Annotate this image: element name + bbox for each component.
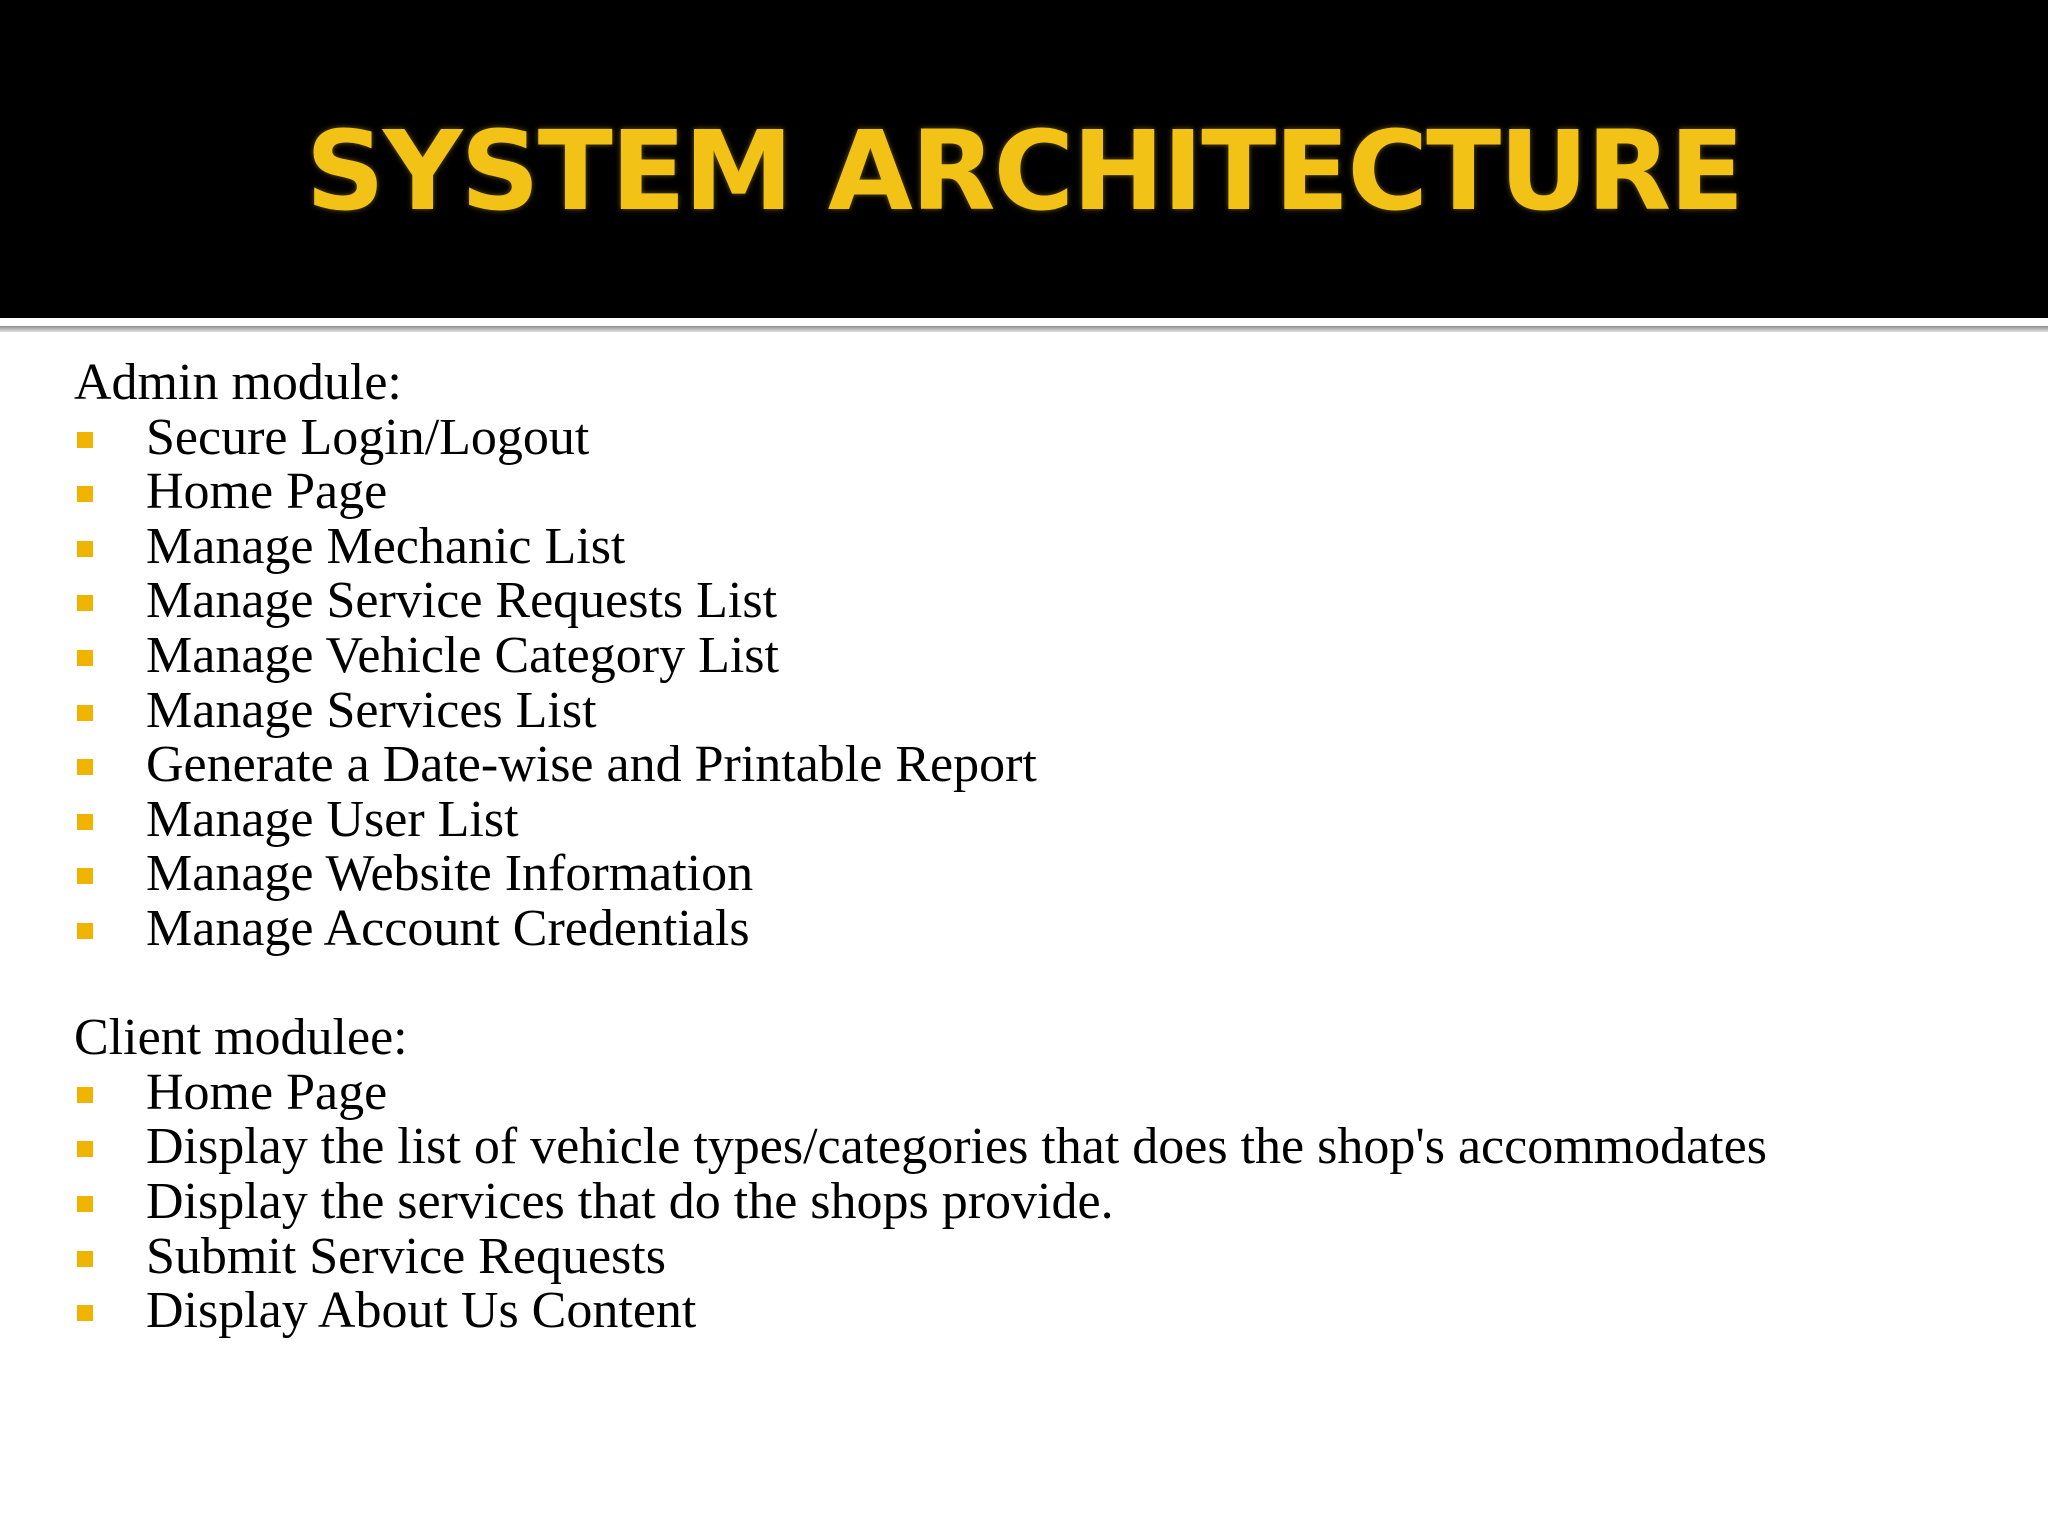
client-module-section [74,1011,2014,1339]
list-item [74,738,2014,793]
square-bullet-icon [77,1087,93,1103]
list-item-text: Home Page [146,1063,388,1121]
slide-title: SYSTEM ARCHITECTURE [305,107,1743,235]
list-item-text: Manage Vehicle Category List [146,626,779,684]
list-item [74,1284,2014,1339]
square-bullet-icon [77,650,93,666]
square-bullet-icon [77,1251,93,1267]
list-item [74,517,2014,575]
list-item [74,1227,2014,1285]
list-item [74,465,2014,520]
admin-module-section [74,356,2014,957]
list-item-text: Generate a Date-wise and Printable Report [146,736,1037,794]
admin-module-list [74,408,2014,957]
list-item [74,899,2014,957]
square-bullet-icon [77,541,93,557]
list-item-text: Manage Account Credentials [146,899,750,957]
list-item [74,847,2014,902]
list-item [74,626,2014,684]
client-module-list [74,1063,2014,1340]
section-heading: Client modulee: [74,1009,408,1067]
title-divider [0,326,2048,332]
list-item [74,1063,2014,1121]
square-bullet-icon [77,923,93,939]
section-spacer [74,957,2014,1012]
list-item [74,790,2014,848]
square-bullet-icon [77,814,93,830]
section-heading: Admin module: [74,354,402,411]
square-bullet-icon [77,759,93,775]
list-item-text: Display About Us Content [146,1282,697,1340]
list-item-text: Manage Service Requests List [146,572,778,630]
list-item [74,574,2014,629]
list-item-text: Secure Login/Logout [146,408,590,466]
list-item-text: Manage Services List [146,681,597,739]
square-bullet-icon [77,1196,93,1212]
list-item [74,681,2014,739]
square-bullet-icon [77,486,93,502]
list-item-text: Display the list of vehicle types/categories that does the shop's accommodates [146,1118,1767,1176]
square-bullet-icon [77,595,93,611]
square-bullet-icon [77,1141,93,1157]
list-item-text: Manage Website Information [146,845,754,903]
slide-content [74,356,2014,1339]
list-item-text: Manage User List [146,790,519,848]
square-bullet-icon [77,432,93,448]
list-item-text: Display the services that do the shops provide. [146,1172,1114,1230]
list-item-text: Manage Mechanic List [146,517,626,575]
list-item-text: Home Page [146,463,388,521]
list-item-text: Submit Service Requests [146,1227,666,1285]
square-bullet-icon [77,1305,93,1321]
square-bullet-icon [77,868,93,884]
title-bar [0,0,2048,318]
square-bullet-icon [77,705,93,721]
list-item [74,1120,2014,1175]
list-item [74,408,2014,466]
list-item [74,1172,2014,1230]
